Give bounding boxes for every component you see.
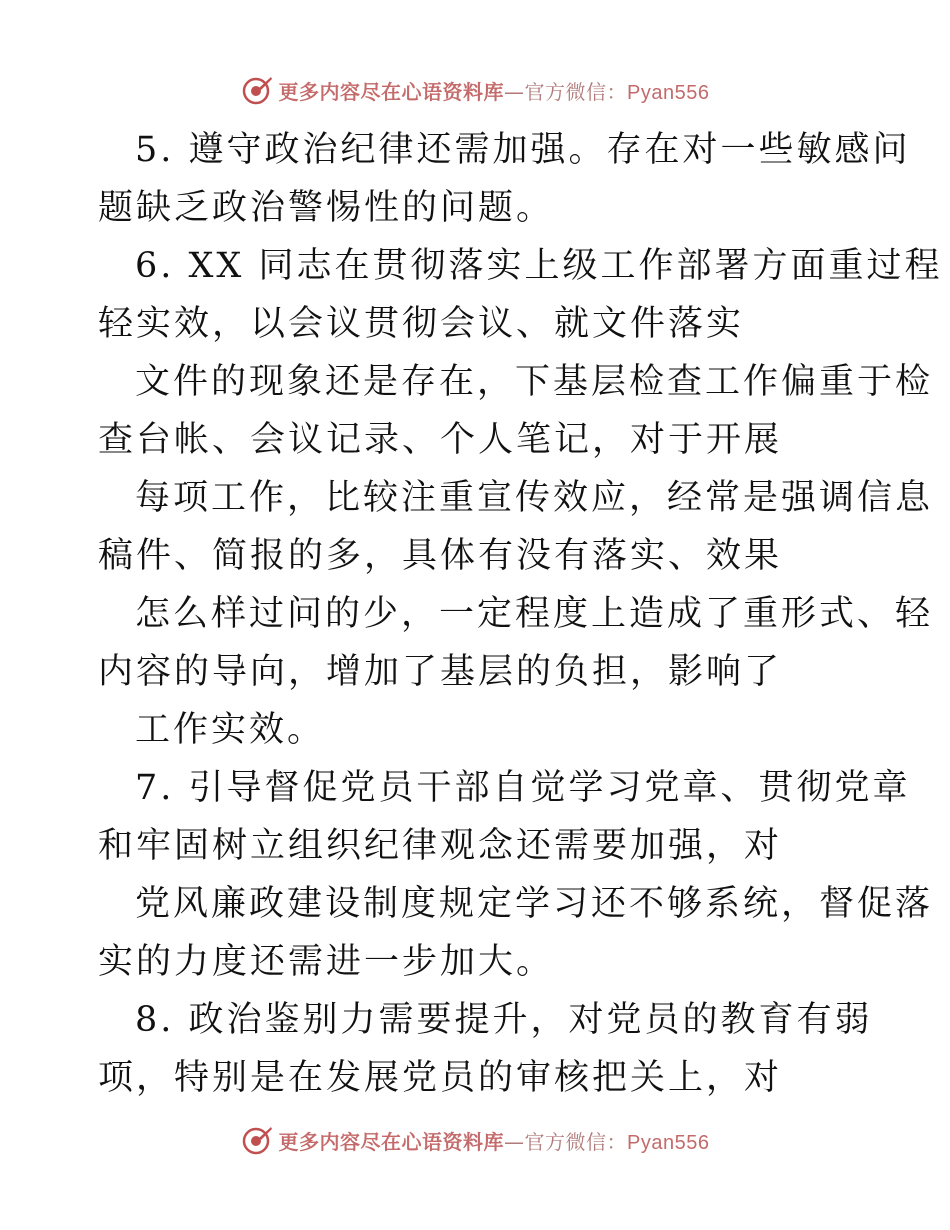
text-line-4: 轻实效，以会议贯彻会议、就文件落实 — [98, 304, 745, 344]
watermark-text — [279, 76, 710, 105]
watermark-separator: — — [504, 79, 525, 104]
watermark-main-text: 更多内容尽在心语资料库 — [278, 79, 505, 104]
text-line-14: 党风廉政建设制度规定学习还不够系统，督促落 — [135, 884, 934, 924]
pen-logo-icon — [241, 1124, 273, 1156]
text-line-15: 实的力度还需进一步加大。 — [98, 942, 555, 982]
watermark-wechat-id: Pyan556 — [627, 81, 710, 104]
watermark-wechat-label: 官方微信： — [524, 79, 628, 104]
text-line-10: 内容的导向，增加了基层的负担，影响了 — [98, 652, 783, 692]
watermark-separator: — — [504, 1129, 525, 1154]
text-line-6: 查台帐、会议记录、个人笔记，对于开展 — [98, 420, 783, 460]
text-line-13: 和牢固树立组织纪律观念还需要加强，对 — [98, 826, 783, 866]
text-line-7: 每项工作，比较注重宣传效应，经常是强调信息 — [135, 478, 934, 518]
text-line-2: 题缺乏政治警惕性的问题。 — [98, 188, 555, 228]
pen-logo-icon — [241, 74, 273, 106]
text-line-3: 6. XX 同志在贯彻落实上级工作部署方面重过程 — [135, 246, 943, 286]
text-line-16: 8. 政治鉴别力需要提升，对党员的教育有弱 — [135, 1000, 873, 1040]
watermark-text — [279, 1126, 710, 1155]
text-line-1: 5. 遵守政治纪律还需加强。存在对一些敏感问 — [135, 130, 911, 170]
text-line-12: 7. 引导督促党员干部自觉学习党章、贯彻党章 — [135, 768, 911, 808]
text-line-8: 稿件、简报的多，具体有没有落实、效果 — [98, 536, 783, 576]
watermark-wechat-label: 官方微信： — [524, 1129, 628, 1154]
text-line-11: 工作实效。 — [135, 710, 326, 750]
header-watermark — [0, 70, 950, 110]
text-line-9: 怎么样过问的少，一定程度上造成了重形式、轻 — [135, 594, 934, 634]
text-line-5: 文件的现象还是存在，下基层检查工作偏重于检 — [135, 362, 934, 402]
watermark-wechat-id: Pyan556 — [627, 1131, 710, 1154]
footer-watermark — [0, 1120, 950, 1160]
text-line-17: 项，特别是在发展党员的审核把关上，对 — [98, 1058, 783, 1098]
watermark-main-text: 更多内容尽在心语资料库 — [278, 1129, 505, 1154]
